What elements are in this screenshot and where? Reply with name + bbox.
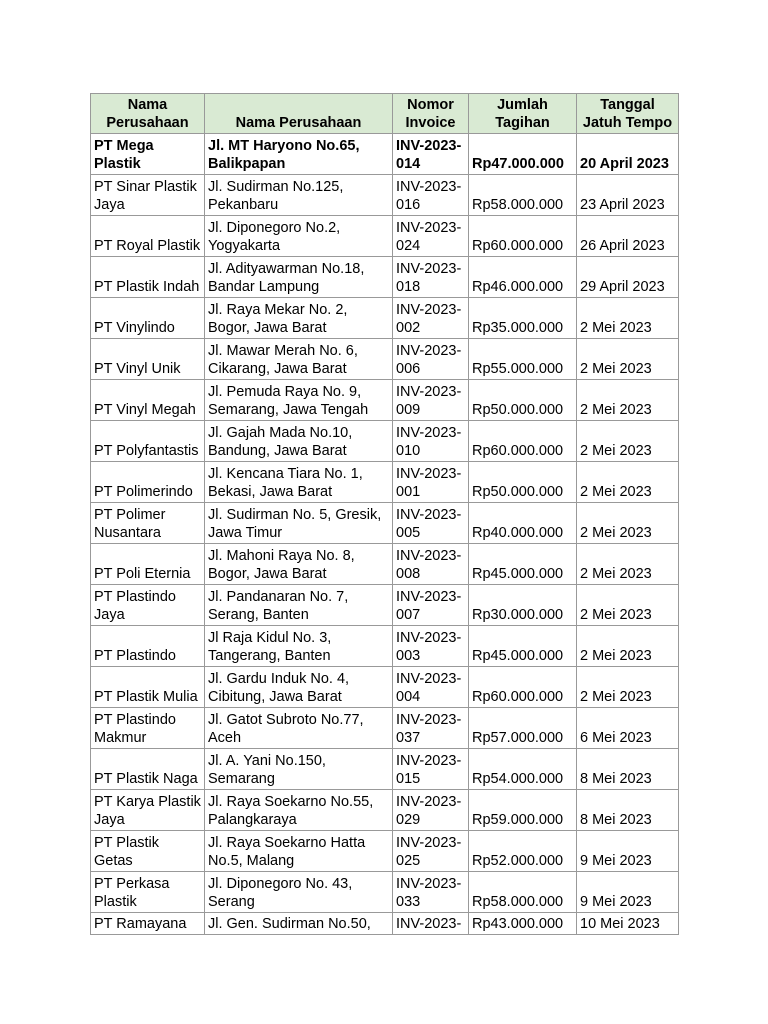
due-date-cell: 2 Mei 2023: [577, 462, 679, 503]
invoice-number-cell: INV-2023-015: [393, 749, 469, 790]
company-name-cell: PT Plastik Indah: [91, 257, 205, 298]
table-row: [91, 831, 679, 872]
company-name-cell: PT Polimerindo: [91, 462, 205, 503]
due-date-cell: 2 Mei 2023: [577, 503, 679, 544]
table-row: [91, 749, 679, 790]
amount-cell: Rp50.000.000: [469, 462, 577, 503]
company-name-cell: PT Plastik Naga: [91, 749, 205, 790]
address-cell: Jl. Gatot Subroto No.77, Aceh: [205, 708, 393, 749]
table-row: [91, 175, 679, 216]
table-row: [91, 544, 679, 585]
invoice-number-cell: INV-2023-006: [393, 339, 469, 380]
address-cell: Jl. Diponegoro No. 43, Serang: [205, 872, 393, 913]
invoice-number-cell: INV-2023-002: [393, 298, 469, 339]
invoice-number-cell: INV-2023-008: [393, 544, 469, 585]
due-date-cell: 23 April 2023: [577, 175, 679, 216]
amount-cell: Rp52.000.000: [469, 831, 577, 872]
invoice-number-cell: INV-2023-025: [393, 831, 469, 872]
table-row: [91, 421, 679, 462]
amount-cell: Rp45.000.000: [469, 544, 577, 585]
due-date-cell: 9 Mei 2023: [577, 872, 679, 913]
invoice-number-cell: INV-2023-016: [393, 175, 469, 216]
address-cell: Jl. Gen. Sudirman No.50,: [205, 913, 393, 935]
due-date-cell: 9 Mei 2023: [577, 831, 679, 872]
header-row: [91, 94, 679, 134]
table-row: [91, 298, 679, 339]
address-cell: Jl. A. Yani No.150, Semarang: [205, 749, 393, 790]
invoice-number-cell: INV-2023-004: [393, 667, 469, 708]
table-row: [91, 339, 679, 380]
address-cell: Jl. Raya Soekarno Hatta No.5, Malang: [205, 831, 393, 872]
table-row: [91, 503, 679, 544]
amount-cell: Rp54.000.000: [469, 749, 577, 790]
table-row: [91, 913, 679, 935]
address-cell: Jl Raja Kidul No. 3, Tangerang, Banten: [205, 626, 393, 667]
address-cell: Jl. Raya Mekar No. 2, Bogor, Jawa Barat: [205, 298, 393, 339]
amount-cell: Rp43.000.000: [469, 913, 577, 935]
amount-cell: Rp60.000.000: [469, 216, 577, 257]
address-cell: Jl. Pandanaran No. 7, Serang, Banten: [205, 585, 393, 626]
due-date-cell: 26 April 2023: [577, 216, 679, 257]
company-name-cell: PT Vinylindo: [91, 298, 205, 339]
table-row: [91, 667, 679, 708]
company-name-cell: PT Ramayana: [91, 913, 205, 935]
company-name-cell: PT Vinyl Megah: [91, 380, 205, 421]
address-cell: Jl. Kencana Tiara No. 1, Bekasi, Jawa Barat: [205, 462, 393, 503]
amount-cell: Rp45.000.000: [469, 626, 577, 667]
amount-cell: Rp40.000.000: [469, 503, 577, 544]
company-name-cell: PT Karya Plastik Jaya: [91, 790, 205, 831]
header-due-date: Tanggal Jatuh Tempo: [577, 94, 679, 134]
amount-cell: Rp58.000.000: [469, 872, 577, 913]
company-name-cell: PT Mega Plastik: [91, 134, 205, 175]
invoice-number-cell: INV-2023-024: [393, 216, 469, 257]
invoice-number-cell: INV-2023-033: [393, 872, 469, 913]
invoice-number-cell: INV-2023-009: [393, 380, 469, 421]
address-cell: Jl. Mahoni Raya No. 8, Bogor, Jawa Barat: [205, 544, 393, 585]
address-cell: Jl. Pemuda Raya No. 9, Semarang, Jawa Tengah: [205, 380, 393, 421]
amount-cell: Rp30.000.000: [469, 585, 577, 626]
amount-cell: Rp60.000.000: [469, 667, 577, 708]
header-company-address: Nama Perusahaan: [205, 94, 393, 134]
table-row: [91, 462, 679, 503]
company-name-cell: PT Sinar Plastik Jaya: [91, 175, 205, 216]
amount-cell: Rp47.000.000: [469, 134, 577, 175]
company-name-cell: PT Polyfantastis: [91, 421, 205, 462]
invoice-number-cell: INV-2023-: [393, 913, 469, 935]
invoice-number-cell: INV-2023-018: [393, 257, 469, 298]
company-name-cell: PT Plastik Getas: [91, 831, 205, 872]
table-row: [91, 872, 679, 913]
company-name-cell: PT Royal Plastik: [91, 216, 205, 257]
due-date-cell: 8 Mei 2023: [577, 790, 679, 831]
due-date-cell: 2 Mei 2023: [577, 626, 679, 667]
company-name-cell: PT Poli Eternia: [91, 544, 205, 585]
amount-cell: Rp58.000.000: [469, 175, 577, 216]
address-cell: Jl. Sudirman No.125, Pekanbaru: [205, 175, 393, 216]
invoice-table: [90, 93, 679, 935]
header-amount: Jumlah Tagihan: [469, 94, 577, 134]
invoice-number-cell: INV-2023-014: [393, 134, 469, 175]
due-date-cell: 2 Mei 2023: [577, 544, 679, 585]
amount-cell: Rp55.000.000: [469, 339, 577, 380]
address-cell: Jl. MT Haryono No.65, Balikpapan: [205, 134, 393, 175]
header-invoice-number: Nomor Invoice: [393, 94, 469, 134]
amount-cell: Rp60.000.000: [469, 421, 577, 462]
invoice-number-cell: INV-2023-010: [393, 421, 469, 462]
header-company-name: Nama Perusahaan: [91, 94, 205, 134]
amount-cell: Rp35.000.000: [469, 298, 577, 339]
company-name-cell: PT Plastik Mulia: [91, 667, 205, 708]
due-date-cell: 2 Mei 2023: [577, 585, 679, 626]
table-row: [91, 257, 679, 298]
company-name-cell: PT Plastindo Jaya: [91, 585, 205, 626]
table-row: [91, 585, 679, 626]
invoice-number-cell: INV-2023-037: [393, 708, 469, 749]
amount-cell: Rp46.000.000: [469, 257, 577, 298]
address-cell: Jl. Diponegoro No.2, Yogyakarta: [205, 216, 393, 257]
address-cell: Jl. Gajah Mada No.10, Bandung, Jawa Barat: [205, 421, 393, 462]
due-date-cell: 20 April 2023: [577, 134, 679, 175]
address-cell: Jl. Gardu Induk No. 4, Cibitung, Jawa Barat: [205, 667, 393, 708]
due-date-cell: 2 Mei 2023: [577, 667, 679, 708]
address-cell: Jl. Mawar Merah No. 6, Cikarang, Jawa Barat: [205, 339, 393, 380]
due-date-cell: 8 Mei 2023: [577, 749, 679, 790]
invoice-table-page: [90, 93, 679, 935]
table-row: [91, 708, 679, 749]
invoice-number-cell: INV-2023-005: [393, 503, 469, 544]
amount-cell: Rp59.000.000: [469, 790, 577, 831]
company-name-cell: PT Vinyl Unik: [91, 339, 205, 380]
due-date-cell: 2 Mei 2023: [577, 339, 679, 380]
due-date-cell: 2 Mei 2023: [577, 421, 679, 462]
company-name-cell: PT Perkasa Plastik: [91, 872, 205, 913]
address-cell: Jl. Raya Soekarno No.55, Palangkaraya: [205, 790, 393, 831]
invoice-number-cell: INV-2023-003: [393, 626, 469, 667]
amount-cell: Rp57.000.000: [469, 708, 577, 749]
table-row: [91, 790, 679, 831]
due-date-cell: 10 Mei 2023: [577, 913, 679, 935]
company-name-cell: PT Plastindo Makmur: [91, 708, 205, 749]
company-name-cell: PT Polimer Nusantara: [91, 503, 205, 544]
invoice-number-cell: INV-2023-001: [393, 462, 469, 503]
due-date-cell: 2 Mei 2023: [577, 380, 679, 421]
due-date-cell: 29 April 2023: [577, 257, 679, 298]
address-cell: Jl. Adityawarman No.18, Bandar Lampung: [205, 257, 393, 298]
table-row: [91, 216, 679, 257]
table-row: [91, 380, 679, 421]
invoice-number-cell: INV-2023-029: [393, 790, 469, 831]
invoice-number-cell: INV-2023-007: [393, 585, 469, 626]
table-row: [91, 134, 679, 175]
company-name-cell: PT Plastindo: [91, 626, 205, 667]
address-cell: Jl. Sudirman No. 5, Gresik, Jawa Timur: [205, 503, 393, 544]
amount-cell: Rp50.000.000: [469, 380, 577, 421]
due-date-cell: 2 Mei 2023: [577, 298, 679, 339]
due-date-cell: 6 Mei 2023: [577, 708, 679, 749]
table-row: [91, 626, 679, 667]
